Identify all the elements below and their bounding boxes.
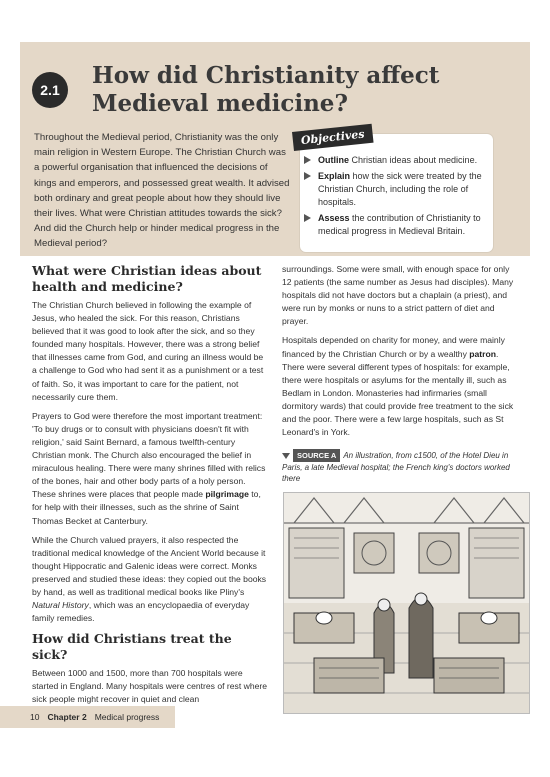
- arrow-icon: [304, 172, 311, 180]
- paragraph-text: While the Church valued prayers, it also respected the traditional medical knowledge of the Ancient World because it thought Hippocratic and Galenic ideas were correct. Monks preserved and studied these ideas: they copied out the books by hand, as well as traditional medical books like Pliny's: [32, 534, 267, 597]
- objective-key: Explain: [318, 171, 351, 181]
- right-column: [282, 263, 520, 484]
- body-paragraph: surroundings. Some were small, with enough space for only 12 patients (the same number as Jesus had disciples). Many hospitals did not have doctors but a chaplain (a priest), and were run by monks or nuns to a strict pattern of diet and prayer.: [282, 264, 514, 327]
- caption-text: An illustration, from c1500, of the Hotel Dieu in Paris, a late Medieval hospital; the French king's doctors worked there: [282, 451, 510, 484]
- body-paragraph: [282, 334, 520, 439]
- paragraph-text: . There were several different types of hospitals: for example, there were hospitals or asylums for the mentally ill, such as Bedlam in London. Monasteries had infirmaries (small dormitory wards) that could provide free treatment to the sick and the poor. There were a few large hospitals, such as St Leonard's in York.: [282, 348, 514, 438]
- paragraph-text: , which was an encyclopaedia of everyday family remedies.: [32, 600, 250, 624]
- key-term: pilgrimage: [205, 489, 249, 500]
- body-paragraph: [32, 410, 268, 528]
- body-paragraph: [32, 534, 268, 626]
- body-paragraph: The Christian Church believed in following the example of Jesus, who healed the sick. For this reason, Christians believed that it was good to look after the sick, and so they founded many hospitals. However, there was a strong belief that illnesses came from God, and curing an illness would be a challenge to God who had sent it as a punishment or a test of faith. So, it was important to care for the patient, not necessarily cure them.: [32, 300, 264, 402]
- page-title: How did Christianity affect Medieval medicine?: [92, 62, 440, 117]
- objectives-list: [304, 154, 490, 241]
- paragraph-text: Prayers to God were therefore the most important treatment: 'To buy drugs or to consult with physicians doesn't fit with religion,' said Saint Bernard, a famous twelfth-century Christian monk. The Church also encouraged the belief in miraculous healing. There were many shrines filled with relics of the bones, hair and other body parts of a holy person. These shrines were places that people made: [32, 410, 266, 500]
- objective-key: Assess: [318, 213, 350, 223]
- section-badge: 2.1: [32, 72, 68, 108]
- source-tag: SOURCE A: [293, 449, 340, 462]
- page-footer: [0, 706, 175, 728]
- left-column: [32, 263, 268, 713]
- illustration-image: [284, 493, 529, 713]
- book-title: Natural History: [32, 600, 89, 611]
- objective-text: Christian ideas about medicine.: [349, 155, 478, 165]
- intro-text: Throughout the Medieval period, Christianity was the only main religion in Western Europe. The Christian Church was a powerful organisation that influenced the decisions of kings and emperors, and possessed great wealth. It advised both ordinary and great people about how they should live their lives. What were Christian attitudes towards the sick? And did the Church help or hinder medical progress in the Medieval period?: [34, 132, 290, 250]
- key-term: patron: [469, 348, 496, 359]
- paragraph-text: Hospitals depended on charity for money, and were mainly financed by the Christian Church or by a wealthy: [282, 335, 505, 359]
- arrow-icon: [304, 214, 311, 222]
- objective-item: [304, 154, 490, 167]
- objective-text: the contribution of Christianity to medical progress in Medieval Britain.: [318, 213, 481, 236]
- objective-key: Outline: [318, 155, 349, 165]
- objective-item: [304, 170, 490, 209]
- hospital-illustration: [283, 492, 530, 714]
- objective-text: how the sick were treated by the Christian Church, including the role of hospitals.: [318, 171, 482, 207]
- body-paragraph: Between 1000 and 1500, more than 700 hospitals were started in England. Many hospitals were centres of rest where sick people might recover in quiet and clean: [32, 668, 268, 705]
- objectives-label: Objectives: [292, 124, 373, 151]
- section-label: Medical progress: [94, 712, 160, 722]
- triangle-icon: [282, 453, 290, 459]
- section-heading: What were Christian ideas about health and medicine?: [32, 263, 262, 294]
- section-heading: How did Christians treat the sick?: [32, 631, 232, 663]
- source-caption: [282, 449, 520, 484]
- chapter-label: Chapter 2: [47, 712, 87, 722]
- paragraph-text: to, for help with their illnesses, such as the shrine of Saint Thomas Becket at Canterbury.: [32, 489, 261, 526]
- arrow-icon: [304, 156, 311, 164]
- objective-item: [304, 212, 490, 238]
- page-number: 10: [30, 712, 40, 722]
